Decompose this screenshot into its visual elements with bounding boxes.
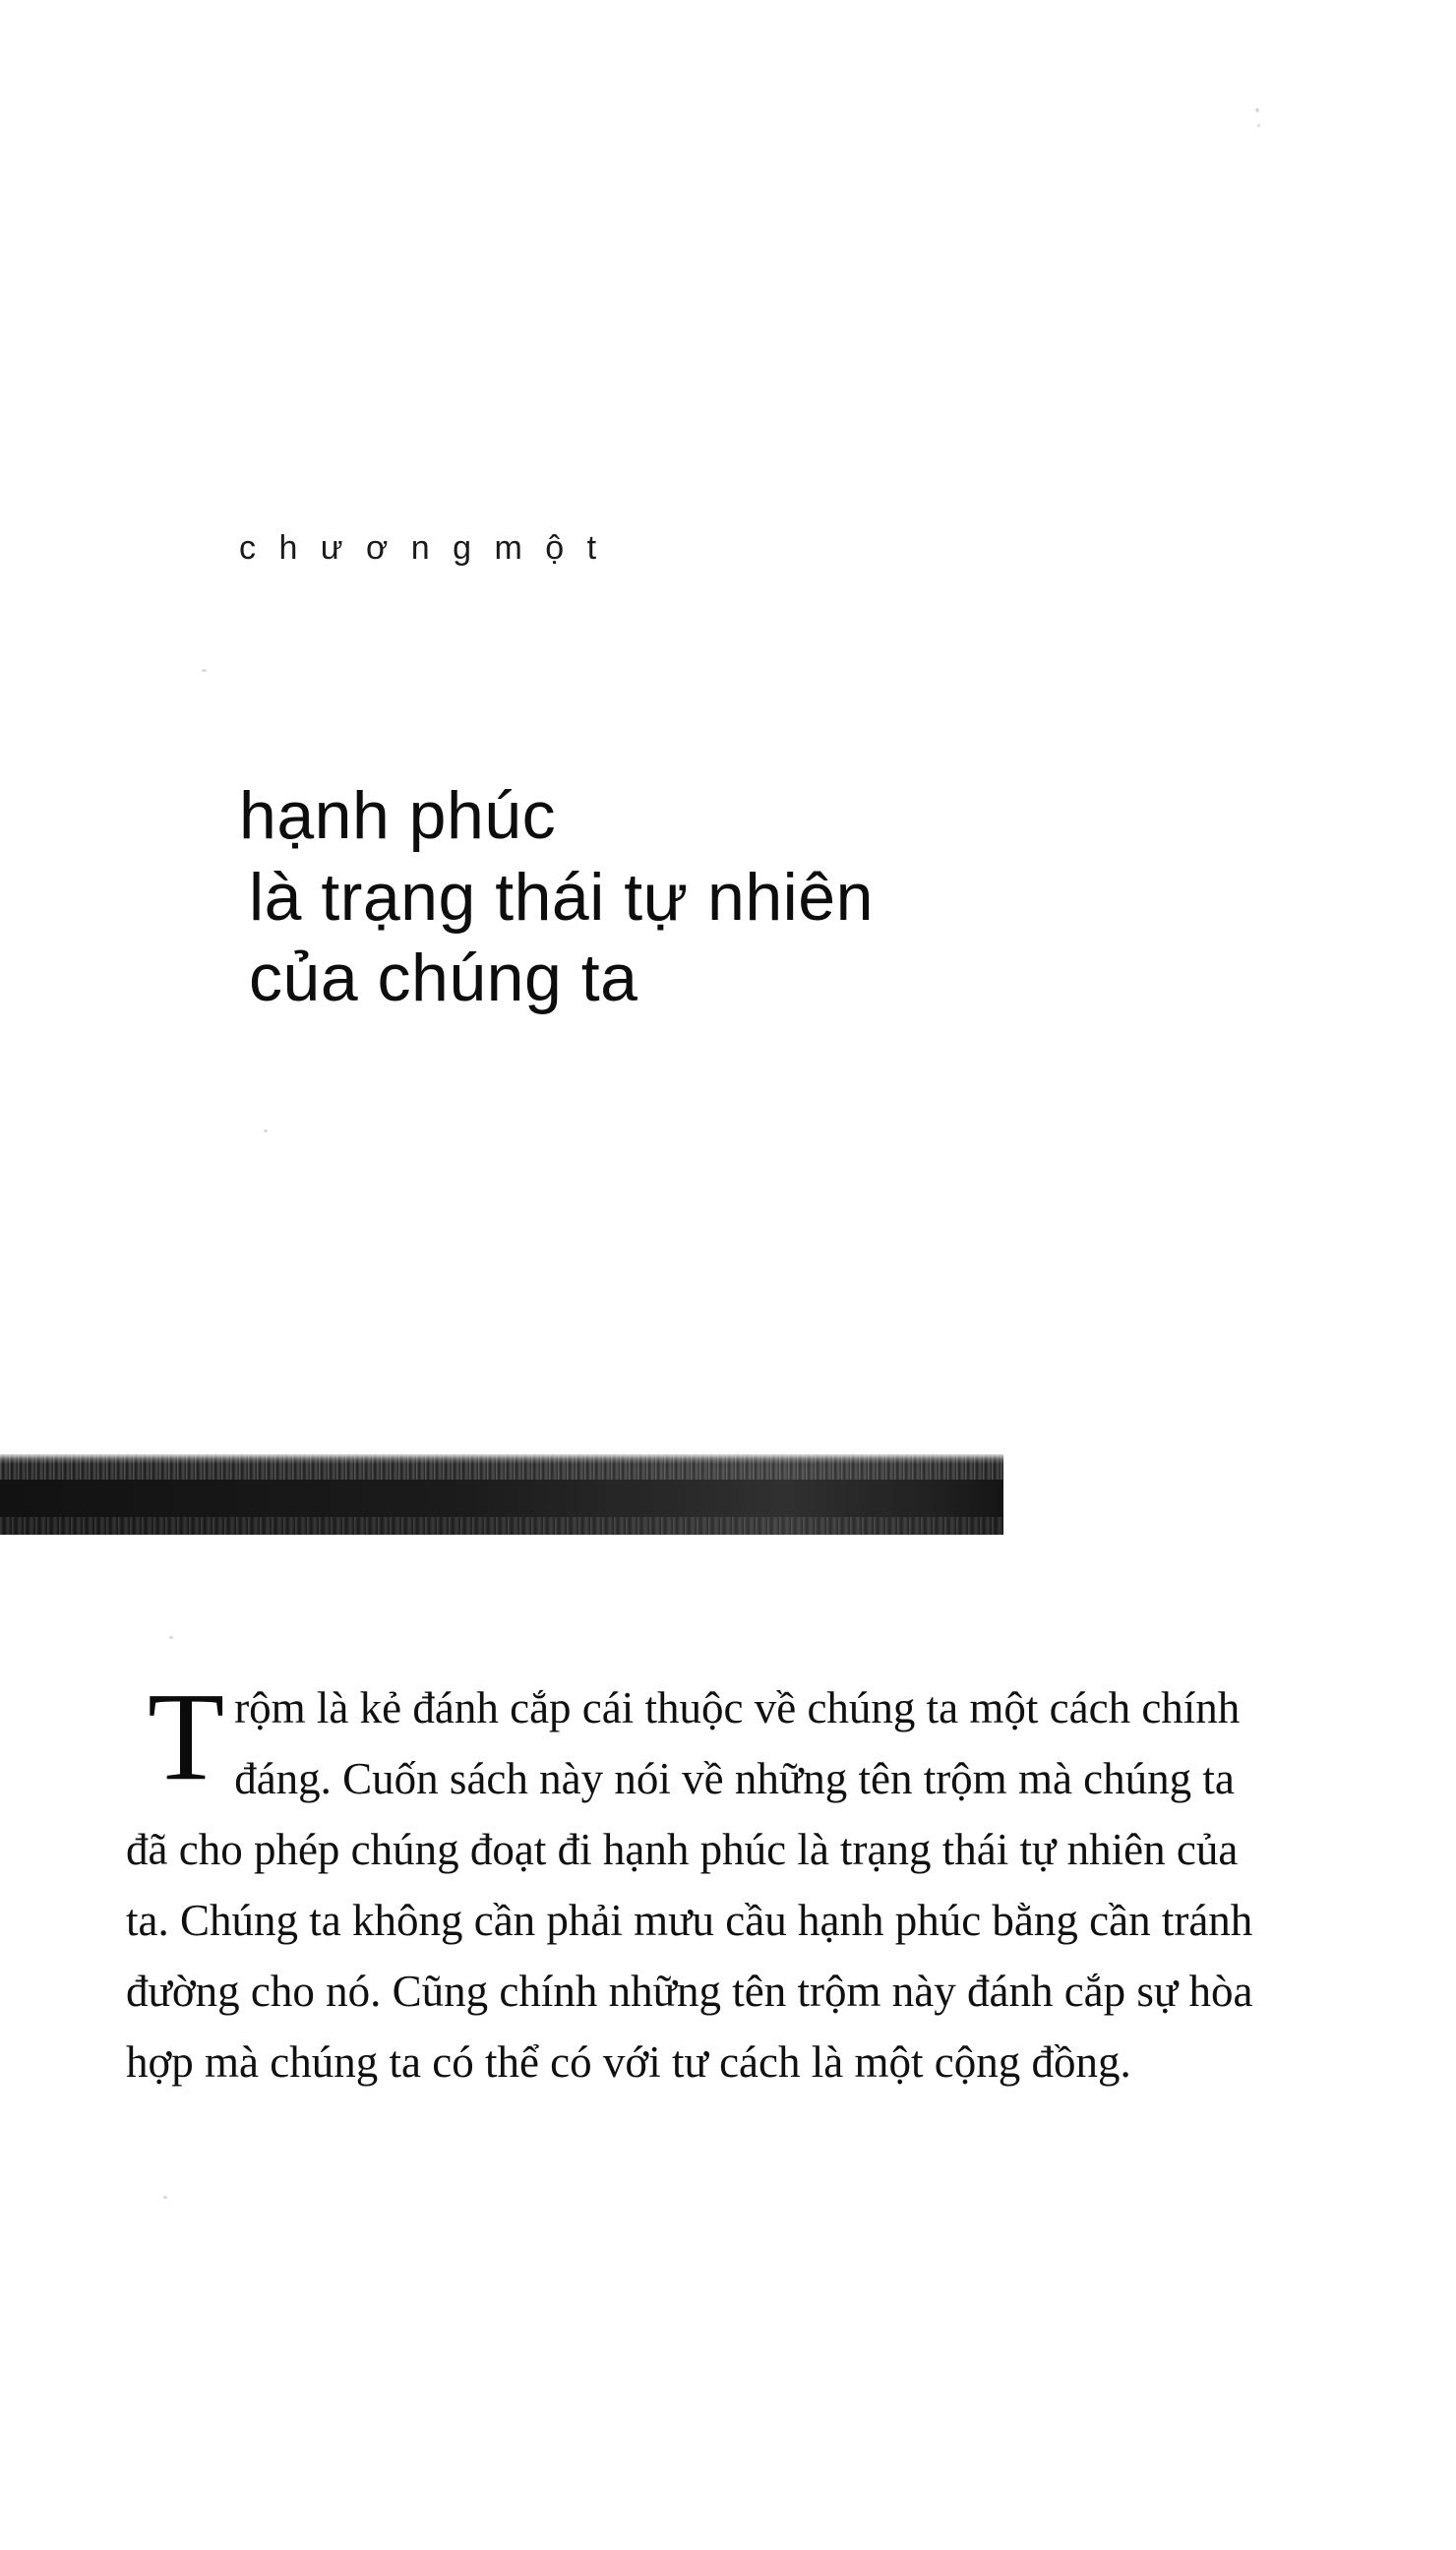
scan-speck	[1255, 108, 1259, 112]
scan-speck	[163, 2196, 167, 2199]
scan-speck	[1257, 124, 1260, 127]
scan-speck	[202, 669, 207, 672]
body-paragraph: rộm là kẻ đánh cắp cái thuộc về chúng ta một cách chính đáng. Cuốn sách này nói về những tên trộm mà chúng ta đã cho phép chúng đoạt đi hạnh phúc là trạng thái tự nhiên của ta. Chúng ta không cần phải mưu cầu hạnh phúc bằng cần tránh đường cho nó. Cũng chính những tên trộm này đánh cắp sự hòa hợp mà chúng ta có thể có với tư cách là một cộng đồng.	[126, 1683, 1253, 2087]
body-text-block	[126, 1667, 1267, 2097]
scan-speck	[169, 1636, 173, 1639]
chapter-title-line-3: của chúng ta	[249, 941, 638, 1016]
drop-cap: T	[148, 1667, 225, 1806]
page-title	[239, 775, 1223, 1020]
chapter-eyebrow-label: c h ư ơ n g m ộ t	[239, 529, 604, 567]
ink-rule-bar	[0, 1454, 1003, 1535]
scan-speck	[264, 1129, 268, 1132]
chapter-title-line-1: hạnh phúc	[239, 777, 557, 853]
chapter-title-line-2: là trạng thái tự nhiên	[249, 859, 874, 935]
